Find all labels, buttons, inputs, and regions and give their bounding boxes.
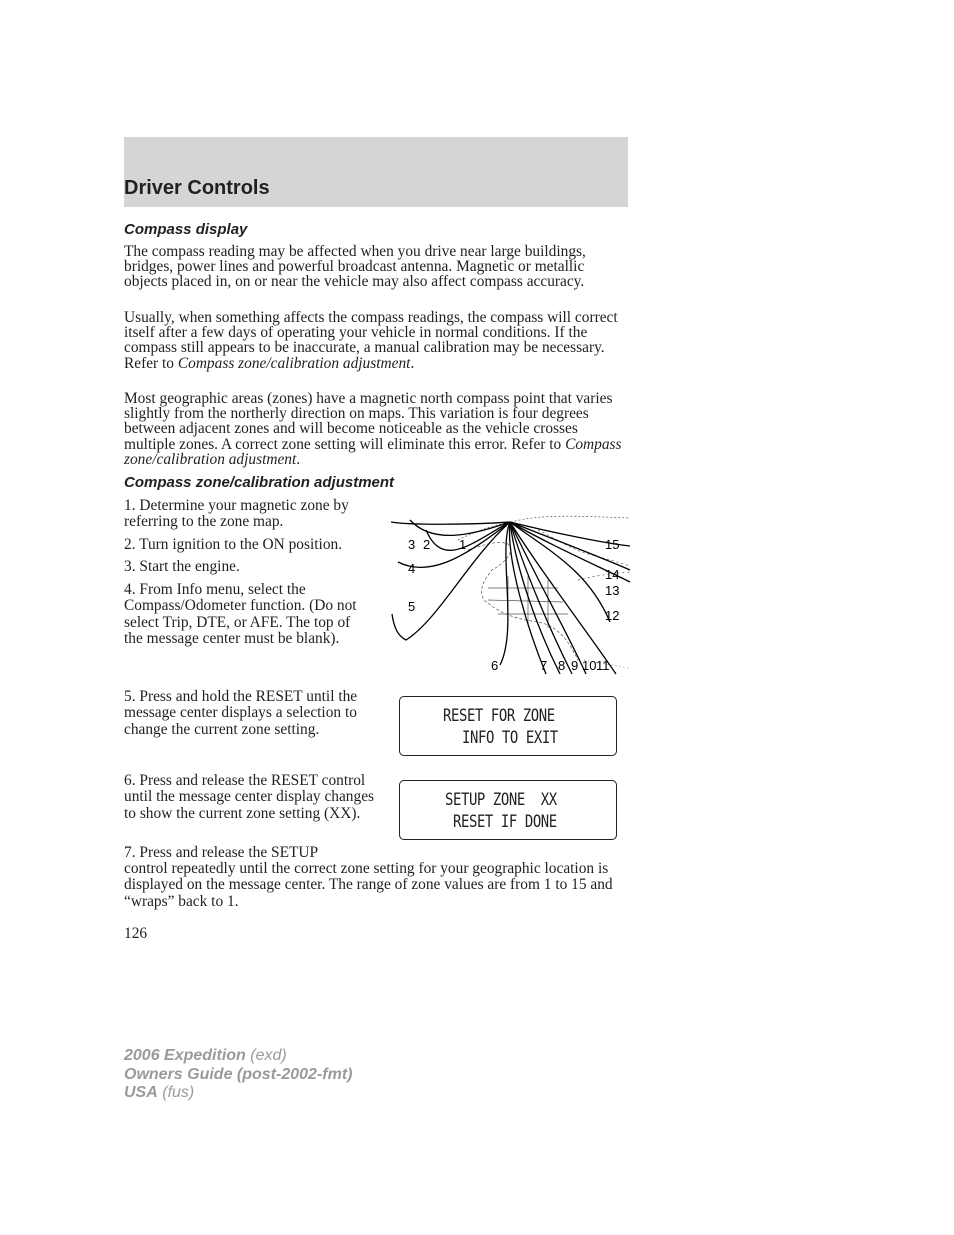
zone-label-14: 14: [605, 567, 620, 582]
footer-guide-line: [124, 1066, 352, 1085]
footer-model-code: (exd): [250, 1047, 287, 1064]
zone-label-2: 2: [423, 537, 431, 552]
period: .: [410, 354, 415, 372]
zone-label-15: 15: [605, 537, 620, 552]
display-line-2: INFO TO EXIT: [462, 728, 558, 748]
paragraph-self-correct-text: Usually, when something affects the compass readings, the compass will correct itself after a few days of operating your vehicle in normal conditions. If the compass still appears to be inaccurate, a manual calibration may be necessary. Refer to: [124, 309, 618, 372]
zone-map: [388, 510, 632, 676]
paragraph-self-correct: [124, 310, 630, 371]
period: .: [296, 450, 301, 468]
display-line-1: RESET FOR ZONE: [443, 706, 555, 726]
zone-label-3: 3: [408, 537, 416, 552]
zone-label-11: 11: [596, 658, 610, 673]
step-5: 5. Press and hold the RESET until the message center displays a selection to change the current zone setting.: [124, 688, 358, 738]
paragraph-zones: [124, 391, 630, 467]
paragraph-zones-text: Most geographic areas (zones) have a magnetic north compass point that varies slightly from the northerly direction on maps. This variation is four degrees between adjacent zones and will become noticeable as the vehicle crosses multiple zones. A correct zone setting will eliminate this error. Refer to: [124, 390, 613, 453]
calibration-heading: Compass zone/calibration adjustment: [124, 474, 395, 491]
calibration-reference-link: Compass zone/calibration adjustment: [124, 435, 622, 468]
message-center-display-reset: [399, 696, 617, 756]
zone-label-7: 7: [540, 658, 548, 673]
step-2: 2. Turn ignition to the ON position.: [124, 536, 343, 553]
step-6: 6. Press and release the RESET control until the message center display changes to show the current zone setting (XX).: [124, 772, 375, 822]
paragraph-compass-accuracy: The compass reading may be affected when you drive near large buildings, bridges, power lines and powerful broadcast antenna. Magnetic or metallic objects placed in, on or near the vehicle may also affect compass accuracy.: [124, 243, 586, 291]
zone-label-8: 8: [558, 658, 566, 673]
step-4: 4. From Info menu, select the Compass/Odometer function. (Do not select Trip, DTE, or AFE. The top of the message center must be blank).: [124, 581, 357, 648]
display-line-1: SETUP ZONE XX: [445, 790, 557, 810]
footer-guide: Owners Guide (post-2002-fmt): [124, 1065, 353, 1083]
zone-label-6: 6: [491, 658, 499, 673]
display-line-2: RESET IF DONE: [453, 812, 557, 832]
calibration-reference-link: Compass zone/calibration adjustment: [177, 354, 411, 372]
footer: [124, 1047, 352, 1103]
footer-market: USA: [124, 1084, 158, 1101]
zone-label-1: 1: [459, 537, 467, 552]
footer-market-code: (fus): [162, 1084, 195, 1101]
zone-label-13: 13: [605, 583, 620, 598]
zone-label-10: 10: [582, 658, 597, 673]
step-3: 3. Start the engine.: [124, 558, 240, 575]
message-center-display-setup: [399, 780, 617, 840]
zone-labels: [408, 537, 619, 673]
compass-display-heading: Compass display: [124, 221, 248, 238]
zone-label-5: 5: [408, 599, 416, 614]
footer-market-line: [124, 1084, 352, 1103]
zone-label-4: 4: [408, 561, 416, 576]
zone-label-12: 12: [605, 608, 620, 623]
step-7-first-line: 7. Press and release the SETUP: [124, 844, 319, 861]
section-title: Driver Controls: [124, 177, 270, 199]
footer-model-line: [124, 1047, 352, 1066]
page-number: 126: [124, 925, 148, 942]
zone-label-9: 9: [571, 658, 579, 673]
footer-model: 2006 Expedition: [124, 1047, 246, 1064]
step-7-continued: control repeatedly until the correct zone setting for your geographic location is displayed on the message center. The range of zone values are from 1 to 15 and “wraps” back to 1.: [124, 860, 613, 910]
step-1: 1. Determine your magnetic zone by referring to the zone map.: [124, 497, 349, 531]
